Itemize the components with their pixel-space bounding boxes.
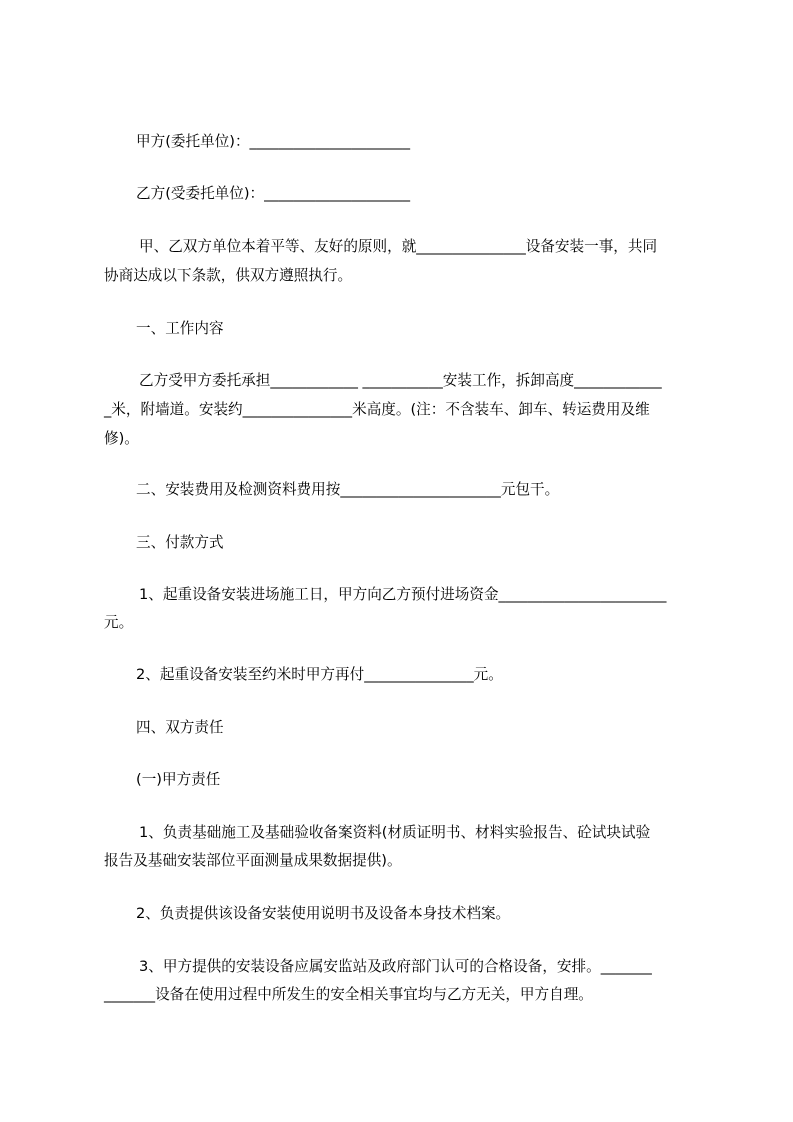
section-3-item-2: 2、起重设备安装至约米时甲方再付_______________元。 [136, 666, 503, 683]
section-4-item-1-line-1: 1、负责基础施工及基础验收备案资料(材质证明书、材料实验报告、砼试块试验 [139, 824, 651, 841]
section-2-text: 二、安装费用及检测资料费用按______________________元包干。 [136, 481, 560, 498]
section-3-item-1-line-2: 元。 [104, 614, 134, 631]
section-4-sub-heading: (一)甲方责任 [136, 771, 221, 788]
section-3-item-1-line-1: 1、起重设备安装进场施工日，甲方向乙方预付进场资金_______________________ [139, 586, 667, 603]
section-4-item-3-line-2: _______设备在使用过程中所发生的安全相关事宜均与乙方无关，甲方自理。 [104, 986, 593, 1003]
section-3-heading: 三、付款方式 [136, 534, 224, 551]
section-1-line-2: _米，附墙道。安装约_______________米高度。(注：不含装车、卸车、转运费用及维 [104, 401, 650, 418]
intro-line-1: 甲、乙双方单位本着平等、友好的原则，就_______________设备安装一事，共同 [139, 238, 658, 255]
section-4-heading: 四、双方责任 [136, 719, 224, 736]
section-1-heading: 一、工作内容 [136, 320, 224, 337]
section-4-item-3-line-1: 3、甲方提供的安装设备应属安监站及政府部门认可的合格设备，安排。_______ [139, 958, 652, 975]
section-1-line-3: 修)。 [104, 430, 139, 447]
party-b-line: 乙方(受委托单位)：____________________ [136, 185, 411, 202]
section-4-item-1-line-2: 报告及基础安装部位平面测量成果数据提供)。 [104, 852, 402, 869]
section-1-line-1: 乙方受甲方委托承担____________ ___________安装工作，拆卸高度____________ [139, 372, 662, 389]
section-4-item-2: 2、负责提供该设备安装使用说明书及设备本身技术档案。 [136, 905, 511, 922]
intro-line-2: 协商达成以下条款，供双方遵照执行。 [104, 267, 353, 284]
party-a-line: 甲方(委托单位)：______________________ [136, 133, 411, 150]
